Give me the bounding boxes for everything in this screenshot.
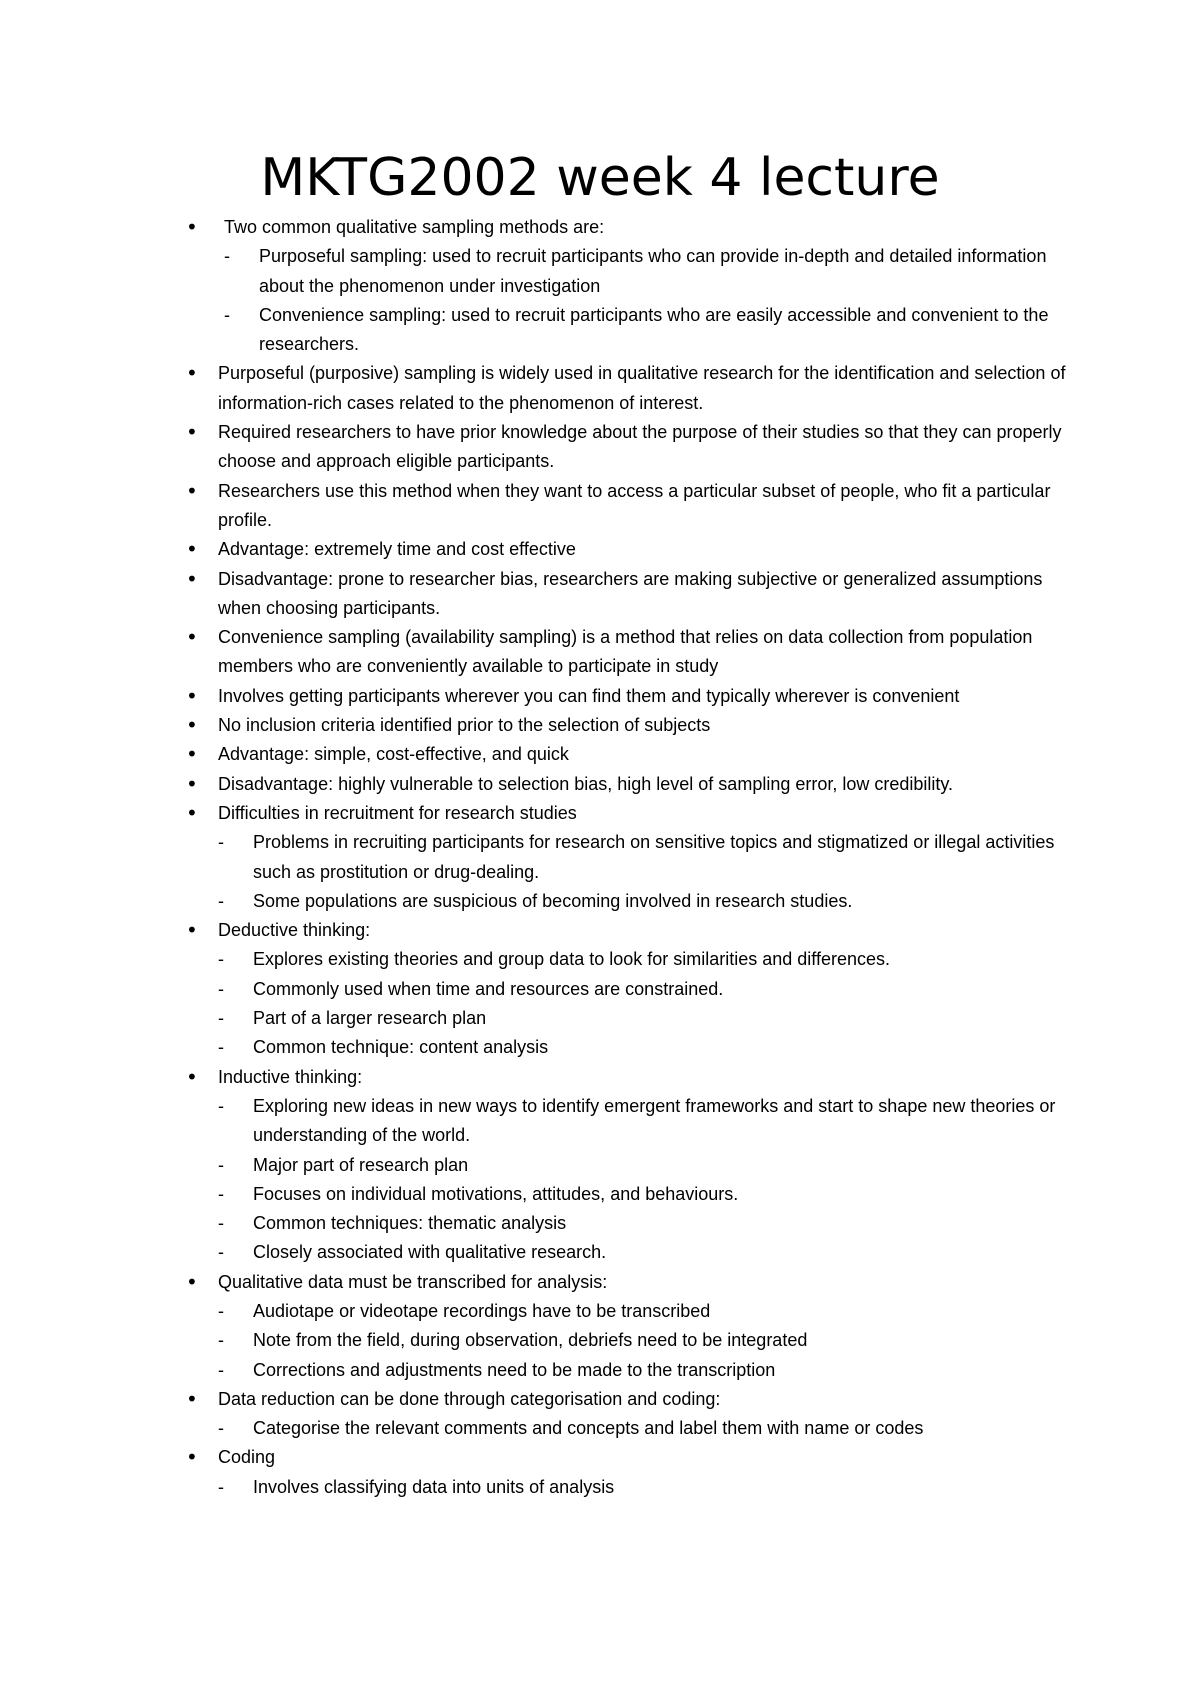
list-item <box>186 477 1066 536</box>
item-text: Inductive thinking: <box>218 1066 363 1087</box>
sub-list <box>218 1297 1066 1385</box>
list-item <box>186 359 1066 418</box>
sub-item: - Some populations are suspicious of becoming involved in research studies. <box>218 887 1066 916</box>
list-item <box>186 799 1066 916</box>
sub-item: - Convenience sampling: used to recruit participants who are easily accessible and convenient to the researchers. <box>224 301 1066 360</box>
sub-item: - Exploring new ideas in new ways to identify emergent frameworks and start to shape new theories or understanding of the world. <box>218 1092 1066 1151</box>
sub-list <box>218 945 1066 1062</box>
sub-item: - Corrections and adjustments need to be made to the transcription <box>218 1356 1066 1385</box>
sub-list <box>224 242 1066 359</box>
item-text: Coding <box>218 1447 276 1468</box>
list-item <box>186 213 1066 359</box>
sub-item: - Involves classifying data into units of analysis <box>218 1473 1066 1502</box>
sub-list <box>218 1092 1066 1268</box>
list-item <box>186 682 1066 711</box>
item-text: Disadvantage: highly vulnerable to selection bias, high level of sampling error, low credibility. <box>218 773 954 794</box>
list-item <box>186 711 1066 740</box>
item-text: Required researchers to have prior knowledge about the purpose of their studies so that they can properly choose and approach eligible participants. <box>218 422 1062 472</box>
sub-item: - Categorise the relevant comments and concepts and label them with name or codes <box>218 1414 1066 1443</box>
item-text: Advantage: extremely time and cost effective <box>218 539 576 560</box>
sub-item: - Part of a larger research plan <box>218 1004 1066 1033</box>
list-item <box>186 535 1066 564</box>
list-item <box>186 740 1066 769</box>
item-text: Deductive thinking: <box>218 920 371 941</box>
item-text: Data reduction can be done through categorisation and coding: <box>218 1388 721 1409</box>
sub-item: - Note from the field, during observation, debriefs need to be integrated <box>218 1326 1066 1355</box>
sub-list <box>218 1473 1066 1502</box>
item-text: Advantage: simple, cost-effective, and quick <box>218 744 569 765</box>
list-item <box>186 770 1066 799</box>
list-item <box>186 1063 1066 1268</box>
list-item <box>186 1385 1066 1444</box>
list-item <box>186 1268 1066 1385</box>
sub-item: - Problems in recruiting participants for research on sensitive topics and stigmatized or illegal activities such as prostitution or drug-dealing. <box>218 828 1066 887</box>
item-text: Purposeful (purposive) sampling is widely used in qualitative research for the identification and selection of information-rich cases related to the phenomenon of interest. <box>218 363 1066 413</box>
sub-item: - Purposeful sampling: used to recruit participants who can provide in-depth and detailed information about the phenomenon under investigation <box>224 242 1066 301</box>
document-title: MKTG2002 week 4 lecture <box>260 148 940 208</box>
sub-item: - Commonly used when time and resources are constrained. <box>218 975 1066 1004</box>
list-item <box>186 418 1066 477</box>
item-text: Researchers use this method when they want to access a particular subset of people, who fit a particular profile. <box>218 480 1051 530</box>
item-text: No inclusion criteria identified prior to the selection of subjects <box>218 715 711 736</box>
sub-item: - Audiotape or videotape recordings have to be transcribed <box>218 1297 1066 1326</box>
sub-item: - Focuses on individual motivations, attitudes, and behaviours. <box>218 1180 1066 1209</box>
sub-item: - Common technique: content analysis <box>218 1033 1066 1062</box>
list-item <box>186 1443 1066 1502</box>
bullet-list <box>186 213 1066 1502</box>
item-text: Involves getting participants wherever you can find them and typically wherever is convenient <box>218 685 960 706</box>
sub-list <box>218 1414 1066 1443</box>
list-item <box>186 623 1066 682</box>
list-item <box>186 916 1066 1062</box>
sub-list <box>218 828 1066 916</box>
item-text: Disadvantage: prone to researcher bias, researchers are making subjective or generalized assumptions when choosing participants. <box>218 568 1043 618</box>
item-text: Convenience sampling (availability sampling) is a method that relies on data collection from population members who are conveniently available to participate in study <box>218 627 1033 677</box>
sub-item: - Explores existing theories and group data to look for similarities and differences. <box>218 945 1066 974</box>
sub-item: - Common techniques: thematic analysis <box>218 1209 1066 1238</box>
item-text: Difficulties in recruitment for research studies <box>218 802 577 823</box>
item-text: Qualitative data must be transcribed for analysis: <box>218 1271 608 1292</box>
item-text: Two common qualitative sampling methods are: <box>224 217 605 237</box>
list-item <box>186 565 1066 624</box>
sub-item: - Closely associated with qualitative research. <box>218 1238 1066 1267</box>
sub-item: - Major part of research plan <box>218 1151 1066 1180</box>
